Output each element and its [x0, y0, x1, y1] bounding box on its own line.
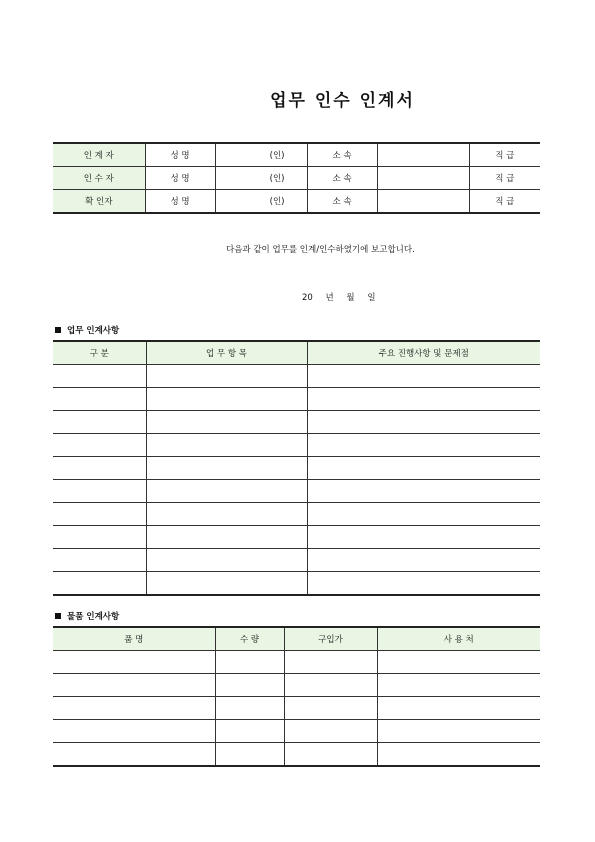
table-row	[53, 480, 540, 503]
table-row	[53, 697, 540, 720]
category-cell[interactable]	[53, 434, 146, 457]
rank-label: 직 급	[469, 190, 540, 214]
table-row	[53, 388, 540, 411]
role-label: 인 계 자	[53, 143, 145, 167]
category-cell[interactable]	[53, 526, 146, 549]
progress-issues-cell[interactable]	[307, 549, 540, 572]
item-name-cell[interactable]	[53, 743, 215, 767]
table-row	[53, 503, 540, 526]
seal-mark: (인)	[215, 167, 307, 190]
quantity-cell[interactable]	[215, 697, 284, 720]
table-row	[53, 457, 540, 480]
category-cell[interactable]	[53, 365, 146, 388]
name-label: 성 명	[145, 167, 215, 190]
used-at-cell[interactable]	[377, 697, 540, 720]
purchase-price-cell[interactable]	[284, 651, 377, 674]
used-at-cell[interactable]	[377, 743, 540, 767]
header-purchase-price: 구입가	[284, 627, 377, 651]
progress-issues-cell[interactable]	[307, 480, 540, 503]
category-cell[interactable]	[53, 480, 146, 503]
square-bullet-icon	[55, 327, 61, 333]
progress-issues-cell[interactable]	[307, 365, 540, 388]
signer-row	[53, 167, 540, 190]
table-row	[53, 651, 540, 674]
category-cell[interactable]	[53, 411, 146, 434]
dept-value-cell[interactable]	[377, 167, 469, 190]
header-item-name: 품 명	[53, 627, 215, 651]
progress-issues-cell[interactable]	[307, 434, 540, 457]
table-row	[53, 365, 540, 388]
item-header-row	[53, 627, 540, 651]
category-cell[interactable]	[53, 572, 146, 596]
category-cell[interactable]	[53, 503, 146, 526]
header-quantity: 수 량	[215, 627, 284, 651]
table-row	[53, 411, 540, 434]
seal-mark: (인)	[215, 143, 307, 167]
table-row	[53, 572, 540, 596]
purchase-price-cell[interactable]	[284, 720, 377, 743]
signer-row	[53, 143, 540, 167]
rank-label: 직 급	[469, 167, 540, 190]
progress-issues-cell[interactable]	[307, 526, 540, 549]
table-row	[53, 743, 540, 767]
task-item-cell[interactable]	[146, 549, 307, 572]
task-item-cell[interactable]	[146, 365, 307, 388]
header-used-at: 사 용 처	[377, 627, 540, 651]
quantity-cell[interactable]	[215, 743, 284, 767]
item-name-cell[interactable]	[53, 720, 215, 743]
task-item-cell[interactable]	[146, 388, 307, 411]
document-title: 업무 인수 인계서	[270, 91, 415, 111]
table-row	[53, 526, 540, 549]
progress-issues-cell[interactable]	[307, 503, 540, 526]
task-handover-table	[53, 340, 540, 596]
quantity-cell[interactable]	[215, 651, 284, 674]
purchase-price-cell[interactable]	[284, 674, 377, 697]
progress-issues-cell[interactable]	[307, 388, 540, 411]
category-cell[interactable]	[53, 388, 146, 411]
item-name-cell[interactable]	[53, 651, 215, 674]
signer-row	[53, 190, 540, 214]
item-section-heading	[55, 610, 119, 622]
progress-issues-cell[interactable]	[307, 457, 540, 480]
category-cell[interactable]	[53, 549, 146, 572]
task-item-cell[interactable]	[146, 434, 307, 457]
task-item-cell[interactable]	[146, 572, 307, 596]
progress-issues-cell[interactable]	[307, 411, 540, 434]
task-item-cell[interactable]	[146, 503, 307, 526]
task-item-cell[interactable]	[146, 480, 307, 503]
name-label: 성 명	[145, 143, 215, 167]
dept-value-cell[interactable]	[377, 190, 469, 214]
purchase-price-cell[interactable]	[284, 697, 377, 720]
task-item-cell[interactable]	[146, 411, 307, 434]
category-cell[interactable]	[53, 457, 146, 480]
used-at-cell[interactable]	[377, 720, 540, 743]
item-handover-table	[53, 626, 540, 767]
task-item-cell[interactable]	[146, 526, 307, 549]
used-at-cell[interactable]	[377, 651, 540, 674]
task-item-cell[interactable]	[146, 457, 307, 480]
seal-mark: (인)	[215, 190, 307, 214]
task-section-heading	[55, 324, 119, 336]
header-task-item: 업 무 항 목	[146, 341, 307, 365]
header-progress-issues: 주요 진행사항 및 문제점	[307, 341, 540, 365]
dept-label: 소 속	[307, 190, 377, 214]
table-row	[53, 434, 540, 457]
used-at-cell[interactable]	[377, 674, 540, 697]
task-header-row	[53, 341, 540, 365]
role-label: 확 인자	[53, 190, 145, 214]
name-label: 성 명	[145, 190, 215, 214]
statement-text: 다음과 같이 업무를 인계/인수하였기에 보고합니다.	[226, 245, 415, 255]
table-row	[53, 720, 540, 743]
quantity-cell[interactable]	[215, 720, 284, 743]
table-row	[53, 549, 540, 572]
item-name-cell[interactable]	[53, 674, 215, 697]
item-section-label: 물품 인계사항	[67, 612, 120, 622]
dept-value-cell[interactable]	[377, 143, 469, 167]
date-line: 20 년 월 일	[302, 293, 376, 303]
dept-label: 소 속	[307, 143, 377, 167]
quantity-cell[interactable]	[215, 674, 284, 697]
dept-label: 소 속	[307, 167, 377, 190]
header-category: 구 분	[53, 341, 146, 365]
role-label: 인 수 자	[53, 167, 145, 190]
task-section-label: 업무 인계사항	[67, 326, 120, 336]
table-row	[53, 674, 540, 697]
progress-issues-cell[interactable]	[307, 572, 540, 596]
item-name-cell[interactable]	[53, 697, 215, 720]
signers-table	[53, 142, 540, 214]
square-bullet-icon	[55, 613, 61, 619]
rank-label: 직 급	[469, 143, 540, 167]
purchase-price-cell[interactable]	[284, 743, 377, 767]
